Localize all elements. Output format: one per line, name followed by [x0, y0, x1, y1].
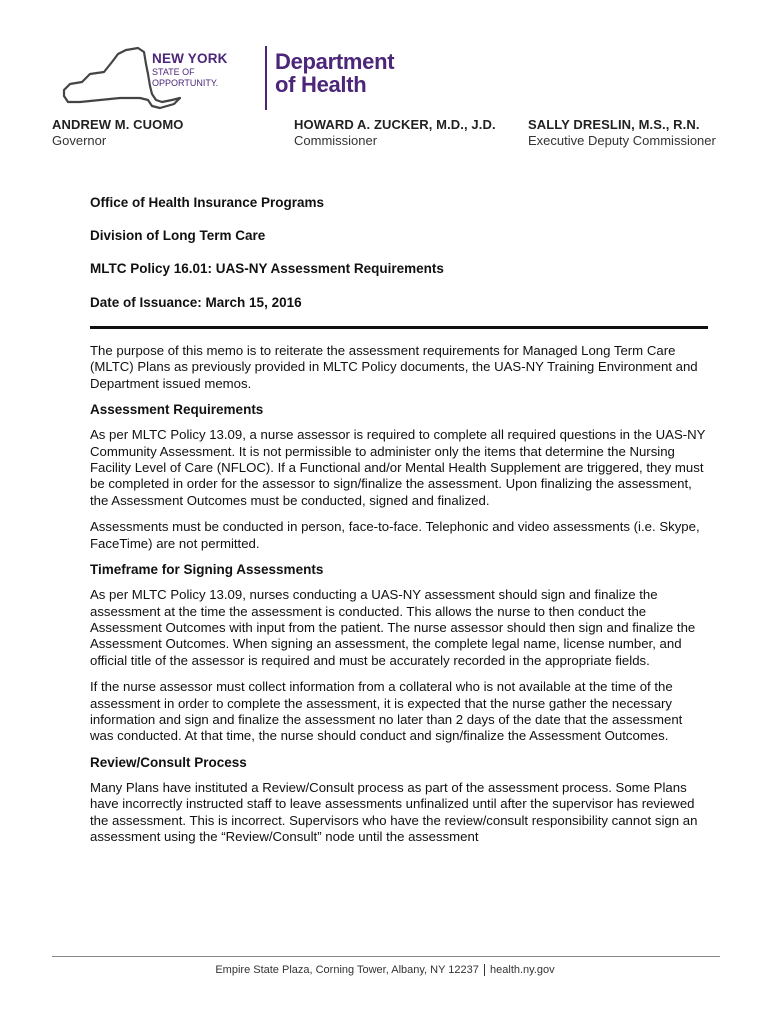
ny-logo-line1: NEW YORK	[152, 51, 228, 66]
ny-logo-text	[152, 52, 228, 88]
official-deputy-commissioner	[528, 117, 716, 148]
memo-content	[90, 195, 708, 856]
memo-date: Date of Issuance: March 15, 2016	[90, 294, 302, 310]
section-heading: Assessment Requirements	[90, 401, 264, 417]
official-title: Governor	[52, 132, 107, 148]
footer-rule	[52, 956, 720, 957]
official-title: Executive Deputy Commissioner	[528, 132, 716, 148]
official-commissioner	[294, 117, 496, 148]
intro-paragraph: The purpose of this memo is to reiterate the assessment requirements for Managed Long Term Care (MLTC) Plans as previously provided in MLTC Policy documents, the UAS-NY Training Environment and Department issued memos.	[90, 342, 698, 391]
section-paragraph: If the nurse assessor must collect information from a collateral who is not available at the time of the assessment in order to complete the assessment, it is expected that the nurse gather the necessary information and sign and finalize the assessment no later than 2 days of the date that the assessment was conducted. At that time, the nurse should conduct and sign/finalize the Assessment Outcomes.	[90, 679, 683, 744]
ny-logo-line3: OPPORTUNITY.	[152, 77, 219, 88]
official-name: ANDREW M. CUOMO	[52, 117, 184, 132]
official-name: HOWARD A. ZUCKER, M.D., J.D.	[294, 117, 496, 132]
official-name: SALLY DRESLIN, M.S., R.N.	[528, 117, 700, 132]
header-rule	[90, 326, 708, 329]
memo-office: Office of Health Insurance Programs	[90, 195, 325, 210]
section-heading: Timeframe for Signing Assessments	[90, 562, 324, 577]
section-heading: Review/Consult Process	[90, 754, 247, 770]
memo-policy-title: MLTC Policy 16.01: UAS-NY Assessment Requirements	[90, 261, 444, 277]
footer-website: health.ny.gov	[490, 964, 555, 976]
page-footer	[0, 964, 770, 976]
footer-address: Empire State Plaza, Corning Tower, Albany, NY 12237	[215, 964, 479, 976]
letterhead	[0, 0, 770, 160]
ny-logo-line2: STATE OF	[152, 66, 195, 77]
section-paragraph: As per MLTC Policy 13.09, nurses conducting a UAS-NY assessment should sign and finalize the assessment at the time the assessment is conducted. This allows the nurse to then conduct the Assessment Outcomes with input from the patient. The nurse assessor should then sign and finalize the Assessment Outcomes. When signing an assessment, the complete legal name, license number, and official title of the assessor is required and must be accurately recorded in the appropriate fields.	[90, 587, 696, 668]
nys-doh-logo	[60, 44, 395, 114]
department-line1: Department	[275, 49, 395, 74]
section-paragraph: As per MLTC Policy 13.09, a nurse assessor is required to complete all required questions in the UAS-NY Community Assessment. It is not permissible to administer only the items that determine the Nursing Facility Level of Care (NFLOC). If a Functional and/or Mental Health Supplement are triggered, they must be completed in order for the assessor to sign/finalize the assessment. Upon finalizing the assessment, the Assessment Outcomes must be conducted, signed and finalized.	[90, 427, 706, 508]
official-title: Commissioner	[294, 132, 378, 148]
department-line2: of Health	[275, 72, 367, 98]
official-governor	[52, 117, 184, 148]
section-paragraph: Assessments must be conducted in person, face-to-face. Telephonic and video assessments (i.e. Skype, FaceTime) are not permitted.	[90, 519, 700, 551]
logo-divider	[265, 46, 267, 110]
footer-separator	[484, 964, 485, 976]
section-paragraph: Many Plans have instituted a Review/Consult process as part of the assessment process. Some Plans have incorrectly instructed staff to leave assessments unfinalized until after the supervisor has reviewed the assessment. This is incorrect. Supervisors who have the review/consult responsibility cannot sign an assessment using the “Review/Consult” node until the assessment	[90, 780, 698, 845]
memo-division: Division of Long Term Care	[90, 228, 266, 244]
department-name	[275, 50, 394, 96]
